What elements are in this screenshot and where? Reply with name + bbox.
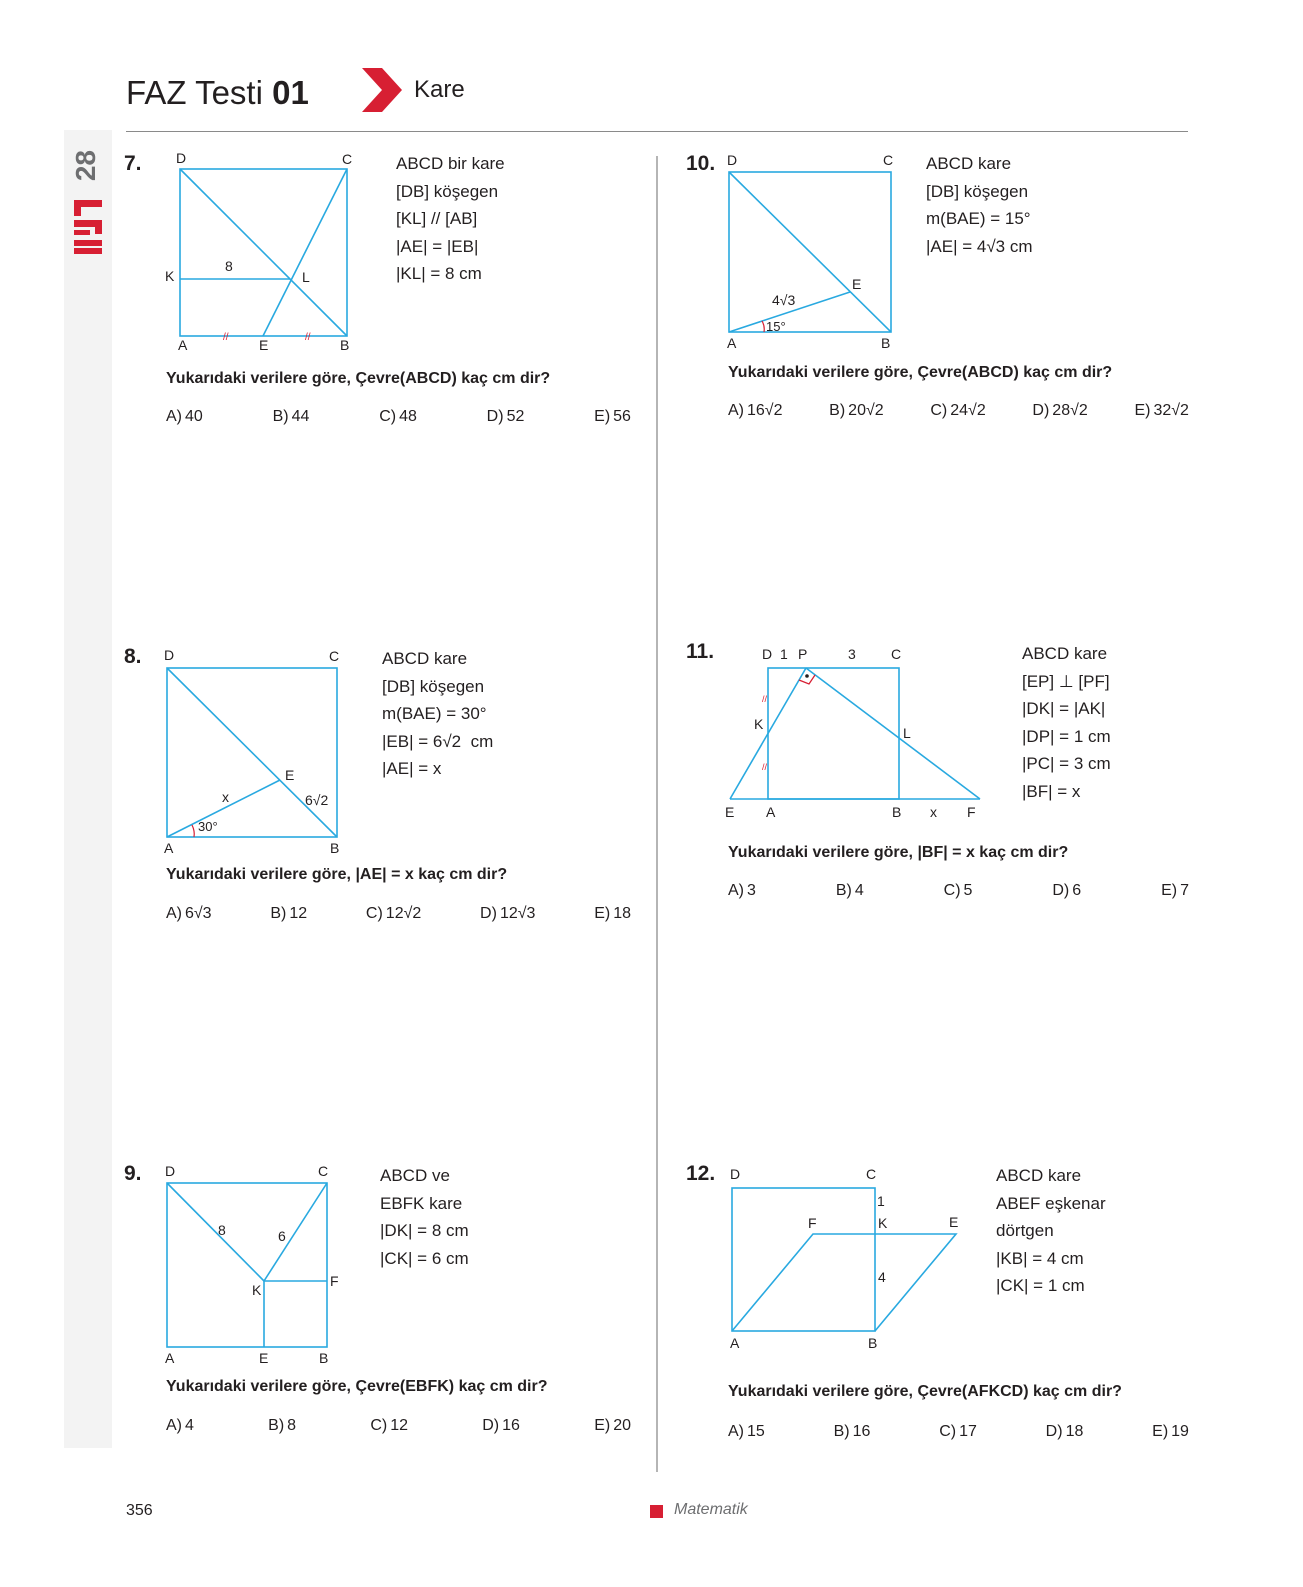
q7-label-kl: 8: [225, 258, 233, 274]
q12-question-text: Yukarıdaki verilere göre, Çevre(AFKCD) kaç cm dir?: [728, 1383, 1122, 1400]
q7-options: [166, 408, 634, 426]
q10-option-e[interactable]: E) 32√2: [1134, 402, 1189, 419]
q7-label-k: K: [165, 268, 175, 284]
q12-label-b: B: [868, 1335, 878, 1351]
q11-option-c[interactable]: C) 5: [943, 882, 973, 899]
q8-option-e[interactable]: E) 18: [594, 905, 631, 922]
q11-label-pc: 3: [848, 646, 856, 662]
q7-option-b[interactable]: B) 44: [272, 408, 310, 425]
q7-option-c[interactable]: C) 48: [379, 408, 417, 425]
q11-label-p: P: [798, 646, 808, 662]
q9-option-a[interactable]: A) 4: [166, 1417, 194, 1434]
page-number: 356: [126, 1502, 153, 1519]
header-divider: [126, 131, 1188, 132]
q8-label-x: x: [222, 789, 229, 805]
q9-label-c: C: [318, 1163, 329, 1179]
q12-label-kb: 4: [878, 1269, 886, 1285]
q11-tick-ak: //: [762, 762, 768, 772]
q8-label-e: E: [285, 767, 295, 783]
topic-label: Kare: [414, 76, 465, 103]
q7-option-e[interactable]: E) 56: [594, 408, 631, 425]
q10-options: [728, 402, 1192, 420]
q9-label-d: D: [165, 1163, 176, 1179]
q11-label-k: K: [754, 716, 764, 732]
q10-label-ae: 4√3: [772, 292, 796, 308]
title-number: 01: [272, 74, 309, 111]
side-tab-number: 28: [70, 150, 101, 182]
q10-label-e: E: [852, 276, 862, 292]
q7-option-d[interactable]: D) 52: [486, 408, 525, 425]
q9-label-f: F: [330, 1273, 339, 1289]
question-number: 8.: [124, 645, 142, 668]
title-prefix: FAZ Testi: [126, 74, 273, 111]
q8-label-angle: 30°: [198, 819, 218, 834]
question-number: 11.: [686, 640, 715, 663]
q10-option-d[interactable]: D) 28√2: [1032, 402, 1088, 419]
q8-given: ABCD kare [DB] köşegen m(BAE) = 30° |EB| = 6√2 cm |AE| = x: [382, 649, 494, 778]
q9-label-e: E: [259, 1350, 269, 1366]
subject-label: Matematik: [674, 1501, 748, 1518]
q11-option-e[interactable]: E) 7: [1161, 882, 1189, 899]
q7-tick-eb: //: [305, 332, 311, 343]
q12-label-c: C: [866, 1166, 877, 1182]
q12-option-a[interactable]: A) 15: [728, 1423, 765, 1440]
q11-label-x: x: [930, 804, 937, 820]
q7-tick-ae: //: [223, 332, 229, 343]
question-number: 12.: [686, 1162, 716, 1185]
q12-option-e[interactable]: E) 19: [1152, 1423, 1189, 1440]
q7-option-a[interactable]: A) 40: [166, 408, 203, 425]
q9-figure: [160, 1162, 360, 1370]
q11-label-a: A: [766, 804, 776, 820]
q9-option-e[interactable]: E) 20: [594, 1417, 631, 1434]
q9-label-k: K: [252, 1282, 262, 1298]
q7-given: ABCD bir kare [DB] köşegen [KL] // [AB] |AE| = |EB| |KL| = 8 cm: [396, 154, 505, 283]
q9-option-c[interactable]: C) 12: [370, 1417, 408, 1434]
q8-option-b[interactable]: B) 12: [270, 905, 308, 922]
side-tab: [64, 130, 112, 1448]
q9-label-dk: 8: [218, 1222, 226, 1238]
column-divider: [656, 156, 658, 1472]
q11-question-text: Yukarıdaki verilere göre, |BF| = x kaç cm dir?: [728, 844, 1069, 861]
q11-tick-dk: //: [762, 694, 768, 704]
q12-given: ABCD kare ABEF eşkenar dörtgen |KB| = 4 cm |CK| = 1 cm: [996, 1166, 1106, 1295]
q9-label-a: A: [165, 1350, 175, 1366]
q12-option-d[interactable]: D) 18: [1045, 1423, 1084, 1440]
q10-label-b: B: [881, 335, 891, 351]
q11-given: ABCD kare [EP] ⊥ [PF] |DK| = |AK| |DP| = 1 cm |PC| = 3 cm |BF| = x: [1022, 644, 1111, 801]
question-number: 10.: [686, 152, 716, 175]
q11-label-d: D: [762, 646, 773, 662]
q11-figure: [722, 642, 992, 820]
faz-logo: [72, 198, 104, 256]
q9-option-b[interactable]: B) 8: [268, 1417, 297, 1434]
square-bullet-icon: [650, 1505, 663, 1518]
q12-label-f: F: [808, 1215, 817, 1231]
q10-question-text: Yukarıdaki verilere göre, Çevre(ABCD) kaç cm dir?: [728, 364, 1113, 381]
q12-options: [728, 1423, 1192, 1441]
q8-label-d: D: [164, 647, 175, 663]
q12-label-e: E: [949, 1214, 959, 1230]
q8-label-b: B: [330, 840, 340, 856]
q12-label-k: K: [878, 1215, 888, 1231]
q10-option-b[interactable]: B) 20√2: [829, 402, 884, 419]
q11-label-dp: 1: [780, 646, 788, 662]
q10-figure: [722, 150, 902, 355]
q9-label-b: B: [319, 1350, 329, 1366]
q10-given: ABCD kare [DB] köşegen m(BAE) = 15° |AE| = 4√3 cm: [926, 154, 1033, 256]
q8-label-c: C: [329, 648, 340, 664]
q10-option-a[interactable]: A) 16√2: [728, 402, 783, 419]
q9-question-text: Yukarıdaki verilere göre, Çevre(EBFK) kaç cm dir?: [166, 1378, 548, 1395]
q10-label-a: A: [727, 335, 737, 351]
q11-label-c: C: [891, 646, 902, 662]
q9-given: ABCD ve EBFK kare |DK| = 8 cm |CK| = 6 cm: [380, 1166, 469, 1268]
page-title: [126, 74, 309, 112]
q12-option-b[interactable]: B) 16: [833, 1423, 871, 1440]
q12-label-d: D: [730, 1166, 741, 1182]
q7-label-l: L: [302, 269, 310, 285]
q8-figure: [158, 646, 368, 858]
q7-label-c: C: [342, 151, 353, 167]
question-number: 9.: [124, 1162, 142, 1185]
q8-label-a: A: [164, 840, 174, 856]
chevron-right-icon: [362, 66, 404, 114]
q7-label-d: D: [176, 150, 187, 166]
q8-option-d[interactable]: D) 12√3: [480, 905, 536, 922]
q11-option-d[interactable]: D) 6: [1052, 882, 1082, 899]
q7-label-a: A: [178, 337, 188, 353]
q12-option-c[interactable]: C) 17: [939, 1423, 977, 1440]
q8-option-c[interactable]: C) 12√2: [365, 905, 422, 922]
q12-label-ck: 1: [877, 1193, 885, 1209]
q7-label-e: E: [259, 337, 269, 353]
q10-option-c[interactable]: C) 24√2: [930, 402, 986, 419]
q11-option-a[interactable]: A) 3: [728, 882, 756, 899]
q12-label-a: A: [730, 1335, 740, 1351]
q7-question-text: Yukarıdaki verilere göre, Çevre(ABCD) kaç cm dir?: [166, 370, 551, 387]
question-number: 7.: [124, 152, 142, 175]
q11-label-l: L: [903, 725, 911, 741]
q11-options: [728, 882, 1192, 900]
q9-label-ck: 6: [278, 1228, 286, 1244]
q8-options: [166, 905, 634, 923]
q11-label-f: F: [967, 804, 976, 820]
q10-label-d: D: [727, 152, 738, 168]
q7-figure: [162, 150, 372, 360]
q8-label-eb: 6√2: [305, 792, 329, 808]
q9-options: [166, 1417, 634, 1435]
q11-option-b[interactable]: B) 4: [835, 882, 864, 899]
q10-label-angle: 15°: [766, 319, 786, 334]
q10-label-c: C: [883, 152, 894, 168]
q8-option-a[interactable]: A) 6√3: [166, 905, 212, 922]
q9-option-d[interactable]: D) 16: [482, 1417, 520, 1434]
q7-label-b: B: [340, 337, 350, 353]
q12-figure: [722, 1162, 972, 1362]
q11-label-e: E: [725, 804, 735, 820]
q8-question-text: Yukarıdaki verilere göre, |AE| = x kaç cm dir?: [166, 866, 508, 883]
q11-label-b: B: [892, 804, 902, 820]
